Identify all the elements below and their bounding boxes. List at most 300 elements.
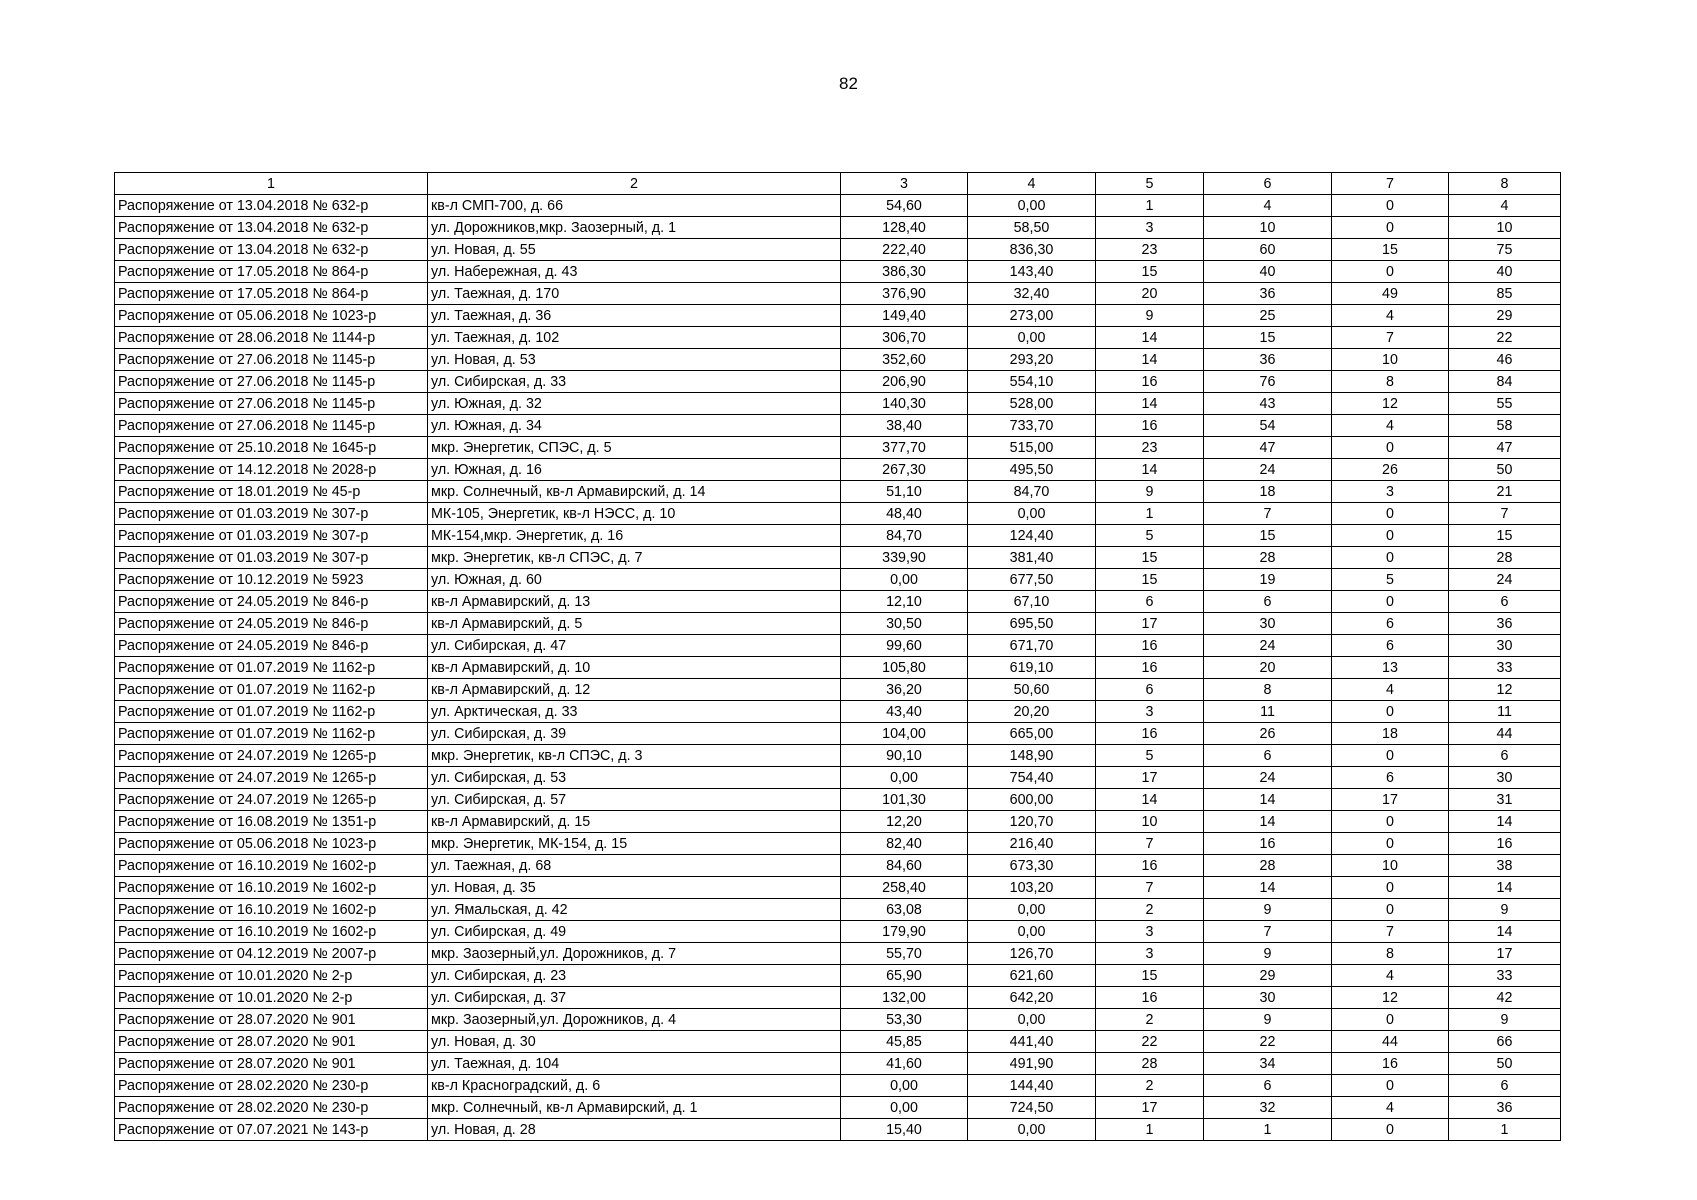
- order-cell: Распоряжение от 16.10.2019 № 1602-р: [115, 899, 428, 921]
- table-row: [115, 481, 1561, 503]
- value-3-cell: 15,40: [841, 1119, 968, 1141]
- value-8-cell: 66: [1449, 1031, 1561, 1053]
- value-4-cell: 642,20: [968, 987, 1096, 1009]
- table-row: [115, 767, 1561, 789]
- value-4-cell: 677,50: [968, 569, 1096, 591]
- address-cell: ул. Новая, д. 35: [428, 877, 841, 899]
- value-7-cell: 6: [1332, 767, 1449, 789]
- address-cell: мкр. Энергетик, кв-л СПЭС, д. 7: [428, 547, 841, 569]
- value-5-cell: 23: [1096, 239, 1204, 261]
- table-row: [115, 745, 1561, 767]
- address-cell: мкр. Солнечный, кв-л Армавирский, д. 1: [428, 1097, 841, 1119]
- address-cell: мкр. Солнечный, кв-л Армавирский, д. 14: [428, 481, 841, 503]
- column-number-4: 4: [968, 173, 1096, 195]
- value-6-cell: 60: [1204, 239, 1332, 261]
- table-row: [115, 459, 1561, 481]
- order-cell: Распоряжение от 13.04.2018 № 632-р: [115, 239, 428, 261]
- value-6-cell: 30: [1204, 987, 1332, 1009]
- address-cell: ул. Южная, д. 34: [428, 415, 841, 437]
- table-row: [115, 1097, 1561, 1119]
- table-row: [115, 833, 1561, 855]
- value-4-cell: 50,60: [968, 679, 1096, 701]
- address-cell: ул. Сибирская, д. 49: [428, 921, 841, 943]
- order-cell: Распоряжение от 16.10.2019 № 1602-р: [115, 877, 428, 899]
- value-3-cell: 352,60: [841, 349, 968, 371]
- value-7-cell: 8: [1332, 371, 1449, 393]
- value-4-cell: 554,10: [968, 371, 1096, 393]
- value-4-cell: 148,90: [968, 745, 1096, 767]
- value-6-cell: 30: [1204, 613, 1332, 635]
- order-cell: Распоряжение от 24.05.2019 № 846-р: [115, 613, 428, 635]
- value-4-cell: 0,00: [968, 921, 1096, 943]
- order-cell: Распоряжение от 01.07.2019 № 1162-р: [115, 723, 428, 745]
- value-7-cell: 4: [1332, 305, 1449, 327]
- value-5-cell: 5: [1096, 525, 1204, 547]
- order-cell: Распоряжение от 27.06.2018 № 1145-р: [115, 371, 428, 393]
- order-cell: Распоряжение от 24.07.2019 № 1265-р: [115, 745, 428, 767]
- address-cell: мкр. Энергетик, СПЭС, д. 5: [428, 437, 841, 459]
- value-5-cell: 14: [1096, 349, 1204, 371]
- value-5-cell: 10: [1096, 811, 1204, 833]
- value-5-cell: 1: [1096, 1119, 1204, 1141]
- order-cell: Распоряжение от 28.07.2020 № 901: [115, 1053, 428, 1075]
- value-7-cell: 10: [1332, 855, 1449, 877]
- value-6-cell: 34: [1204, 1053, 1332, 1075]
- value-5-cell: 1: [1096, 503, 1204, 525]
- value-5-cell: 1: [1096, 195, 1204, 217]
- value-4-cell: 144,40: [968, 1075, 1096, 1097]
- order-cell: Распоряжение от 01.03.2019 № 307-р: [115, 525, 428, 547]
- value-5-cell: 16: [1096, 371, 1204, 393]
- value-6-cell: 7: [1204, 921, 1332, 943]
- value-8-cell: 22: [1449, 327, 1561, 349]
- value-7-cell: 3: [1332, 481, 1449, 503]
- value-6-cell: 24: [1204, 767, 1332, 789]
- table-row: [115, 987, 1561, 1009]
- value-7-cell: 17: [1332, 789, 1449, 811]
- value-3-cell: 140,30: [841, 393, 968, 415]
- value-5-cell: 3: [1096, 943, 1204, 965]
- value-3-cell: 149,40: [841, 305, 968, 327]
- value-5-cell: 16: [1096, 987, 1204, 1009]
- address-cell: ул. Таежная, д. 68: [428, 855, 841, 877]
- value-8-cell: 7: [1449, 503, 1561, 525]
- value-8-cell: 55: [1449, 393, 1561, 415]
- value-3-cell: 0,00: [841, 1097, 968, 1119]
- value-5-cell: 3: [1096, 701, 1204, 723]
- value-3-cell: 0,00: [841, 767, 968, 789]
- value-4-cell: 754,40: [968, 767, 1096, 789]
- value-6-cell: 18: [1204, 481, 1332, 503]
- value-3-cell: 38,40: [841, 415, 968, 437]
- value-6-cell: 9: [1204, 1009, 1332, 1031]
- order-cell: Распоряжение от 07.07.2021 № 143-р: [115, 1119, 428, 1141]
- value-7-cell: 0: [1332, 745, 1449, 767]
- value-7-cell: 0: [1332, 1009, 1449, 1031]
- address-cell: кв-л Армавирский, д. 12: [428, 679, 841, 701]
- value-4-cell: 84,70: [968, 481, 1096, 503]
- address-cell: ул. Сибирская, д. 23: [428, 965, 841, 987]
- value-8-cell: 46: [1449, 349, 1561, 371]
- value-7-cell: 4: [1332, 679, 1449, 701]
- value-8-cell: 15: [1449, 525, 1561, 547]
- value-6-cell: 9: [1204, 943, 1332, 965]
- value-5-cell: 9: [1096, 481, 1204, 503]
- value-8-cell: 58: [1449, 415, 1561, 437]
- value-7-cell: 12: [1332, 393, 1449, 415]
- value-6-cell: 6: [1204, 591, 1332, 613]
- value-8-cell: 6: [1449, 591, 1561, 613]
- value-8-cell: 10: [1449, 217, 1561, 239]
- header-row: [115, 173, 1561, 195]
- value-7-cell: 0: [1332, 701, 1449, 723]
- value-4-cell: 0,00: [968, 195, 1096, 217]
- address-cell: ул. Сибирская, д. 37: [428, 987, 841, 1009]
- value-7-cell: 0: [1332, 195, 1449, 217]
- order-cell: Распоряжение от 05.06.2018 № 1023-р: [115, 305, 428, 327]
- value-4-cell: 216,40: [968, 833, 1096, 855]
- value-5-cell: 17: [1096, 1097, 1204, 1119]
- value-8-cell: 44: [1449, 723, 1561, 745]
- value-7-cell: 0: [1332, 811, 1449, 833]
- table-row: [115, 591, 1561, 613]
- value-4-cell: 495,50: [968, 459, 1096, 481]
- table-row: [115, 217, 1561, 239]
- value-8-cell: 14: [1449, 921, 1561, 943]
- order-cell: Распоряжение от 27.06.2018 № 1145-р: [115, 349, 428, 371]
- value-6-cell: 15: [1204, 525, 1332, 547]
- address-cell: ул. Таежная, д. 36: [428, 305, 841, 327]
- value-8-cell: 75: [1449, 239, 1561, 261]
- table-row: [115, 613, 1561, 635]
- order-cell: Распоряжение от 16.10.2019 № 1602-р: [115, 855, 428, 877]
- value-6-cell: 6: [1204, 745, 1332, 767]
- value-5-cell: 20: [1096, 283, 1204, 305]
- value-4-cell: 120,70: [968, 811, 1096, 833]
- value-3-cell: 104,00: [841, 723, 968, 745]
- address-cell: кв-л Красноградский, д. 6: [428, 1075, 841, 1097]
- value-8-cell: 6: [1449, 745, 1561, 767]
- value-3-cell: 179,90: [841, 921, 968, 943]
- value-8-cell: 11: [1449, 701, 1561, 723]
- value-8-cell: 12: [1449, 679, 1561, 701]
- value-6-cell: 43: [1204, 393, 1332, 415]
- value-8-cell: 17: [1449, 943, 1561, 965]
- value-4-cell: 491,90: [968, 1053, 1096, 1075]
- order-cell: Распоряжение от 10.01.2020 № 2-р: [115, 965, 428, 987]
- value-4-cell: 0,00: [968, 503, 1096, 525]
- value-3-cell: 258,40: [841, 877, 968, 899]
- table-row: [115, 393, 1561, 415]
- value-7-cell: 15: [1332, 239, 1449, 261]
- order-cell: Распоряжение от 24.07.2019 № 1265-р: [115, 789, 428, 811]
- value-3-cell: 82,40: [841, 833, 968, 855]
- value-7-cell: 10: [1332, 349, 1449, 371]
- table-row: [115, 943, 1561, 965]
- table-row: [115, 371, 1561, 393]
- value-4-cell: 724,50: [968, 1097, 1096, 1119]
- value-5-cell: 16: [1096, 657, 1204, 679]
- value-6-cell: 20: [1204, 657, 1332, 679]
- registry-table: [114, 172, 1561, 1141]
- value-4-cell: 528,00: [968, 393, 1096, 415]
- value-6-cell: 14: [1204, 789, 1332, 811]
- value-5-cell: 28: [1096, 1053, 1204, 1075]
- table-row: [115, 327, 1561, 349]
- value-8-cell: 42: [1449, 987, 1561, 1009]
- value-6-cell: 32: [1204, 1097, 1332, 1119]
- value-5-cell: 2: [1096, 899, 1204, 921]
- value-8-cell: 33: [1449, 965, 1561, 987]
- value-7-cell: 18: [1332, 723, 1449, 745]
- value-4-cell: 293,20: [968, 349, 1096, 371]
- order-cell: Распоряжение от 28.06.2018 № 1144-р: [115, 327, 428, 349]
- order-cell: Распоряжение от 01.03.2019 № 307-р: [115, 547, 428, 569]
- address-cell: мкр. Заозерный,ул. Дорожников, д. 4: [428, 1009, 841, 1031]
- value-5-cell: 16: [1096, 855, 1204, 877]
- table-row: [115, 701, 1561, 723]
- value-3-cell: 90,10: [841, 745, 968, 767]
- table-row: [115, 679, 1561, 701]
- value-4-cell: 619,10: [968, 657, 1096, 679]
- table-row: [115, 1075, 1561, 1097]
- value-8-cell: 33: [1449, 657, 1561, 679]
- order-cell: Распоряжение от 24.05.2019 № 846-р: [115, 591, 428, 613]
- value-6-cell: 19: [1204, 569, 1332, 591]
- order-cell: Распоряжение от 01.07.2019 № 1162-р: [115, 701, 428, 723]
- address-cell: ул. Ямальская, д. 42: [428, 899, 841, 921]
- table-row: [115, 1009, 1561, 1031]
- value-8-cell: 38: [1449, 855, 1561, 877]
- value-3-cell: 55,70: [841, 943, 968, 965]
- value-5-cell: 15: [1096, 965, 1204, 987]
- address-cell: ул. Сибирская, д. 53: [428, 767, 841, 789]
- value-3-cell: 101,30: [841, 789, 968, 811]
- value-6-cell: 40: [1204, 261, 1332, 283]
- order-cell: Распоряжение от 01.07.2019 № 1162-р: [115, 657, 428, 679]
- table-row: [115, 635, 1561, 657]
- value-7-cell: 0: [1332, 591, 1449, 613]
- column-number-5: 5: [1096, 173, 1204, 195]
- value-5-cell: 14: [1096, 459, 1204, 481]
- value-3-cell: 339,90: [841, 547, 968, 569]
- address-cell: ул. Южная, д. 60: [428, 569, 841, 591]
- value-4-cell: 600,00: [968, 789, 1096, 811]
- value-7-cell: 7: [1332, 327, 1449, 349]
- address-cell: ул. Новая, д. 53: [428, 349, 841, 371]
- order-cell: Распоряжение от 16.10.2019 № 1602-р: [115, 921, 428, 943]
- value-6-cell: 9: [1204, 899, 1332, 921]
- table-row: [115, 1053, 1561, 1075]
- value-8-cell: 1: [1449, 1119, 1561, 1141]
- value-8-cell: 24: [1449, 569, 1561, 591]
- order-cell: Распоряжение от 27.06.2018 № 1145-р: [115, 415, 428, 437]
- address-cell: кв-л Армавирский, д. 5: [428, 613, 841, 635]
- table-row: [115, 789, 1561, 811]
- order-cell: Распоряжение от 14.12.2018 № 2028-р: [115, 459, 428, 481]
- value-7-cell: 44: [1332, 1031, 1449, 1053]
- order-cell: Распоряжение от 28.07.2020 № 901: [115, 1031, 428, 1053]
- value-8-cell: 50: [1449, 1053, 1561, 1075]
- value-7-cell: 49: [1332, 283, 1449, 305]
- value-7-cell: 0: [1332, 877, 1449, 899]
- value-4-cell: 0,00: [968, 899, 1096, 921]
- address-cell: ул. Сибирская, д. 39: [428, 723, 841, 745]
- value-8-cell: 9: [1449, 1009, 1561, 1031]
- value-5-cell: 16: [1096, 723, 1204, 745]
- table-row: [115, 657, 1561, 679]
- value-6-cell: 8: [1204, 679, 1332, 701]
- table-row: [115, 283, 1561, 305]
- table-row: [115, 349, 1561, 371]
- address-cell: ул. Арктическая, д. 33: [428, 701, 841, 723]
- value-5-cell: 14: [1096, 789, 1204, 811]
- value-3-cell: 43,40: [841, 701, 968, 723]
- value-7-cell: 8: [1332, 943, 1449, 965]
- value-5-cell: 6: [1096, 679, 1204, 701]
- address-cell: ул. Сибирская, д. 47: [428, 635, 841, 657]
- address-cell: ул. Дорожников,мкр. Заозерный, д. 1: [428, 217, 841, 239]
- column-number-6: 6: [1204, 173, 1332, 195]
- value-8-cell: 85: [1449, 283, 1561, 305]
- value-6-cell: 24: [1204, 635, 1332, 657]
- value-4-cell: 665,00: [968, 723, 1096, 745]
- value-5-cell: 7: [1096, 833, 1204, 855]
- value-6-cell: 47: [1204, 437, 1332, 459]
- order-cell: Распоряжение от 24.07.2019 № 1265-р: [115, 767, 428, 789]
- value-5-cell: 14: [1096, 327, 1204, 349]
- value-6-cell: 7: [1204, 503, 1332, 525]
- value-3-cell: 12,10: [841, 591, 968, 613]
- value-6-cell: 29: [1204, 965, 1332, 987]
- address-cell: ул. Новая, д. 55: [428, 239, 841, 261]
- value-8-cell: 4: [1449, 195, 1561, 217]
- address-cell: кв-л Армавирский, д. 10: [428, 657, 841, 679]
- table-row: [115, 239, 1561, 261]
- value-7-cell: 4: [1332, 965, 1449, 987]
- value-6-cell: 54: [1204, 415, 1332, 437]
- value-7-cell: 5: [1332, 569, 1449, 591]
- order-cell: Распоряжение от 28.07.2020 № 901: [115, 1009, 428, 1031]
- value-8-cell: 16: [1449, 833, 1561, 855]
- column-number-7: 7: [1332, 173, 1449, 195]
- value-4-cell: 273,00: [968, 305, 1096, 327]
- table-row: [115, 899, 1561, 921]
- value-6-cell: 16: [1204, 833, 1332, 855]
- value-3-cell: 54,60: [841, 195, 968, 217]
- value-6-cell: 24: [1204, 459, 1332, 481]
- value-3-cell: 376,90: [841, 283, 968, 305]
- address-cell: МК-105, Энергетик, кв-л НЭСС, д. 10: [428, 503, 841, 525]
- table-body: [115, 173, 1561, 1141]
- value-5-cell: 2: [1096, 1009, 1204, 1031]
- value-6-cell: 22: [1204, 1031, 1332, 1053]
- value-8-cell: 84: [1449, 371, 1561, 393]
- table-row: [115, 195, 1561, 217]
- order-cell: Распоряжение от 10.12.2019 № 5923: [115, 569, 428, 591]
- column-number-2: 2: [428, 173, 841, 195]
- value-3-cell: 84,60: [841, 855, 968, 877]
- table-row: [115, 547, 1561, 569]
- value-8-cell: 21: [1449, 481, 1561, 503]
- value-3-cell: 267,30: [841, 459, 968, 481]
- value-5-cell: 15: [1096, 569, 1204, 591]
- value-3-cell: 45,85: [841, 1031, 968, 1053]
- value-5-cell: 7: [1096, 877, 1204, 899]
- address-cell: ул. Сибирская, д. 33: [428, 371, 841, 393]
- order-cell: Распоряжение от 13.04.2018 № 632-р: [115, 195, 428, 217]
- value-7-cell: 0: [1332, 899, 1449, 921]
- value-5-cell: 23: [1096, 437, 1204, 459]
- value-3-cell: 377,70: [841, 437, 968, 459]
- address-cell: ул. Новая, д. 30: [428, 1031, 841, 1053]
- value-3-cell: 84,70: [841, 525, 968, 547]
- order-cell: Распоряжение от 16.08.2019 № 1351-р: [115, 811, 428, 833]
- table-row: [115, 855, 1561, 877]
- value-5-cell: 3: [1096, 921, 1204, 943]
- table-row: [115, 1031, 1561, 1053]
- column-number-8: 8: [1449, 173, 1561, 195]
- order-cell: Распоряжение от 25.10.2018 № 1645-р: [115, 437, 428, 459]
- value-3-cell: 105,80: [841, 657, 968, 679]
- order-cell: Распоряжение от 24.05.2019 № 846-р: [115, 635, 428, 657]
- value-7-cell: 0: [1332, 1075, 1449, 1097]
- value-8-cell: 14: [1449, 877, 1561, 899]
- value-8-cell: 36: [1449, 1097, 1561, 1119]
- value-7-cell: 0: [1332, 1119, 1449, 1141]
- value-4-cell: 143,40: [968, 261, 1096, 283]
- value-6-cell: 28: [1204, 547, 1332, 569]
- value-3-cell: 30,50: [841, 613, 968, 635]
- value-3-cell: 128,40: [841, 217, 968, 239]
- address-cell: мкр. Заозерный,ул. Дорожников, д. 7: [428, 943, 841, 965]
- value-5-cell: 2: [1096, 1075, 1204, 1097]
- table-row: [115, 525, 1561, 547]
- value-4-cell: 67,10: [968, 591, 1096, 613]
- order-cell: Распоряжение от 17.05.2018 № 864-р: [115, 283, 428, 305]
- address-cell: ул. Южная, д. 16: [428, 459, 841, 481]
- order-cell: Распоряжение от 01.03.2019 № 307-р: [115, 503, 428, 525]
- value-6-cell: 15: [1204, 327, 1332, 349]
- address-cell: ул. Таежная, д. 170: [428, 283, 841, 305]
- table-row: [115, 1119, 1561, 1141]
- value-4-cell: 671,70: [968, 635, 1096, 657]
- value-3-cell: 12,20: [841, 811, 968, 833]
- value-3-cell: 51,10: [841, 481, 968, 503]
- value-4-cell: 0,00: [968, 327, 1096, 349]
- address-cell: мкр. Энергетик, кв-л СПЭС, д. 3: [428, 745, 841, 767]
- value-7-cell: 6: [1332, 635, 1449, 657]
- value-8-cell: 31: [1449, 789, 1561, 811]
- value-5-cell: 15: [1096, 547, 1204, 569]
- value-3-cell: 206,90: [841, 371, 968, 393]
- value-6-cell: 10: [1204, 217, 1332, 239]
- value-7-cell: 0: [1332, 525, 1449, 547]
- table-row: [115, 503, 1561, 525]
- value-5-cell: 16: [1096, 415, 1204, 437]
- value-7-cell: 6: [1332, 613, 1449, 635]
- value-8-cell: 30: [1449, 767, 1561, 789]
- value-4-cell: 515,00: [968, 437, 1096, 459]
- value-4-cell: 836,30: [968, 239, 1096, 261]
- order-cell: Распоряжение от 18.01.2019 № 45-р: [115, 481, 428, 503]
- table-row: [115, 811, 1561, 833]
- value-4-cell: 733,70: [968, 415, 1096, 437]
- order-cell: Распоряжение от 28.02.2020 № 230-р: [115, 1097, 428, 1119]
- value-3-cell: 36,20: [841, 679, 968, 701]
- order-cell: Распоряжение от 28.02.2020 № 230-р: [115, 1075, 428, 1097]
- value-7-cell: 0: [1332, 217, 1449, 239]
